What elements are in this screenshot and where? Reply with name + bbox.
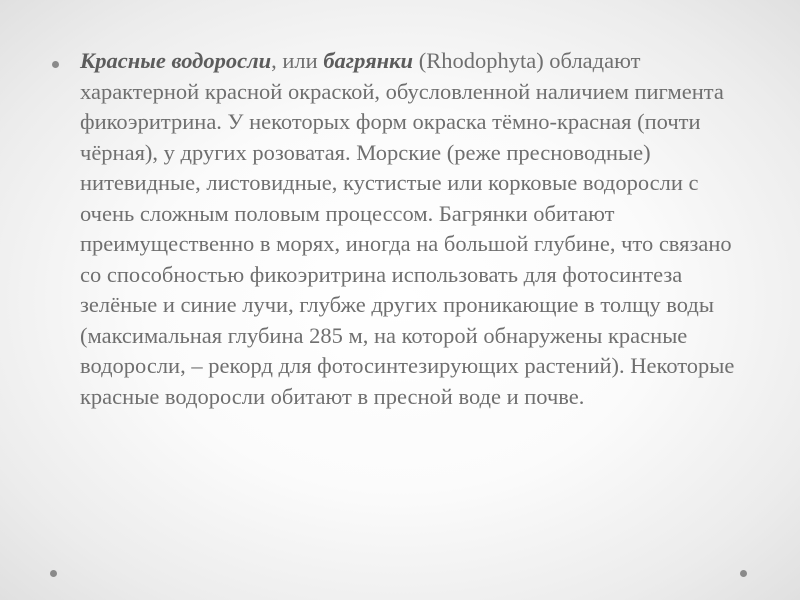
bottom-left-dot-icon: [50, 570, 57, 577]
bullet-paragraph: [80, 46, 750, 412]
bullet-dot-icon: [52, 61, 59, 68]
slide-content: [50, 46, 750, 412]
term-connector: , или: [271, 48, 324, 73]
bottom-right-dot-icon: [740, 570, 747, 577]
term-red-algae: Красные водоросли: [80, 48, 272, 73]
paragraph-body: (Rhodophyta) обладают характерной красной окраской, обусловленной наличием пигмента фикоэритрина. У некоторых форм окраска тёмно-красная (почти чёрная), у других розоватая. Морские (реже пресноводные) нитевидные, листовидные, кустистые или корковые водоросли с очень сложным половым процессом. Багрянки обитают преимущественно в морях, иногда на большой глубине, что связано со способностью фикоэритрина использовать для фотосинтеза зелёные и синие лучи, глубже других проникающие в толщу воды (максимальная глубина 285 м, на которой обнаружены красные водоросли, – рекорд для фотосинтезирующих растений). Некоторые красные водоросли обитают в пресной воде и почве.: [80, 48, 735, 409]
bullet-item: [50, 46, 750, 412]
term-bagryanki: багрянки: [323, 48, 414, 73]
